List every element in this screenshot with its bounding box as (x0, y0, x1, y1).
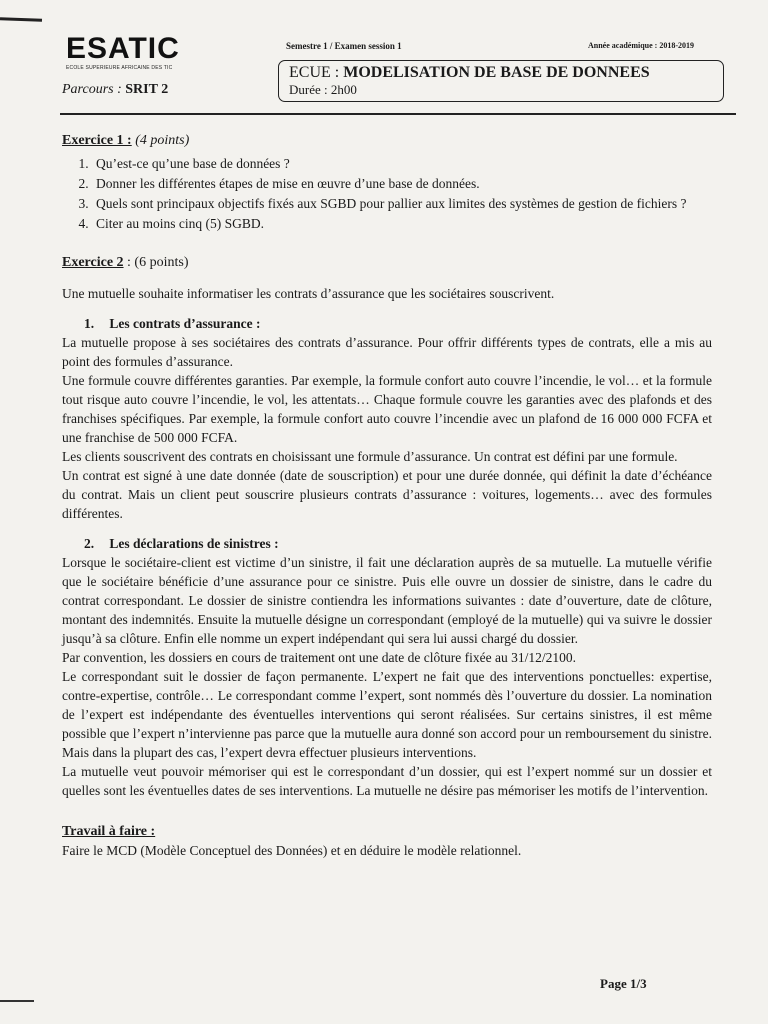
exercice2-title: Exercice 2 (62, 255, 124, 270)
question-item: 4. Citer au moins cinq (5) SGBD. (92, 214, 712, 233)
exercice1-title: Exercice 1 : (62, 133, 132, 148)
semestre-info: Semestre 1 / Examen session 1 (286, 41, 402, 51)
exercice2-points: : (6 points) (127, 255, 189, 270)
parcours (62, 82, 168, 98)
paragraph: Les clients souscrivent des contrats en choisissant une formule d’assurance. Un contrat est défini par une formule. (62, 449, 678, 464)
duree: Durée : 2h00 (289, 82, 357, 97)
header-divider (60, 113, 736, 115)
travail-title: Travail à faire : (62, 824, 156, 839)
exercice2-heading (62, 253, 712, 272)
section1-number: 1. (84, 316, 95, 331)
exercice1-points: (4 points) (135, 133, 190, 148)
paragraph: Une formule couvre différentes garanties. Par exemple, la formule confort auto couvre l’incendie, le vol… et la formule tout risque auto couvre l’incendie, le vol, les attentats… Chaque formule couvre les garanties avec des plafonds et des franchises spécifiques. Par exemple, la formule confort auto couvre l’incendie avec un plafond de 16 000 000 FCFA et une franchise de 500 000 FCFA. (62, 373, 712, 445)
paragraph: La mutuelle propose à ses sociétaires des contrats d’assurance. Pour offrir différents types de contrats, elle a mis au point des formules d’assurance. (62, 335, 712, 369)
annee-academique: Année académique : 2018-2019 (588, 41, 694, 50)
section1-title: Les contrats d’assurance : (109, 316, 261, 331)
scan-edge-mark (0, 17, 42, 21)
ecue-title: MODELISATION DE BASE DE DONNEES (343, 64, 650, 81)
exam-content (62, 131, 712, 860)
exercice1-heading (62, 131, 712, 150)
paragraph: Un contrat est signé à une date donnée (date de souscription) et pour une durée donnée, qui définit la date d’échéance du contrat. Mais un client peut souscrire plusieurs contrats d’assurance : voitures, logements… avec des formules différentes. (62, 468, 712, 521)
ecue-label: ECUE : (289, 64, 340, 81)
section2-heading (84, 534, 712, 553)
section1-heading (84, 314, 712, 333)
esatic-logo (66, 34, 186, 78)
logo-text: ESATIC (66, 32, 180, 65)
question-item: 2. Donner les différentes étapes de mise en œuvre d’une base de données. (92, 174, 712, 193)
parcours-label: Parcours : (62, 82, 122, 97)
exercice1-questions (62, 154, 712, 233)
paragraph: Le correspondant suit le dossier de façon permanente. L’expert ne fait que des interventions ponctuelles: expertise, contre-expertise, contrôle… Le correspondant comme l’expert, sont nommés dès l’ouverture du dossier. La nomination de l’expert est indépendante des éventuelles interventions qui seront réalisées. Sur certains sinistres, il est même possible que l’expert n’intervienne pas parce que la mutuelle aura donné son accord pour un remboursement du sinistre. Mais dans la plupart des cas, l’expert devra effectuer plusieurs interventions. (62, 669, 712, 760)
section2-title: Les déclarations de sinistres : (109, 536, 279, 551)
ecue-box (278, 60, 724, 102)
logo-subtext: ECOLE SUPERIEURE AFRICAINE DES TIC (66, 65, 173, 71)
paragraph: La mutuelle veut pouvoir mémoriser qui est le correspondant d’un dossier, qui est l’expert nommé sur un dossier et quelles sont les éventuelles dates de ses interventions. La mutuelle ne désire pas mémoriser les motifs de l’intervention. (62, 764, 712, 798)
question-item: 1. Qu’est-ce qu’une base de données ? (92, 154, 712, 173)
scan-edge-mark (0, 1000, 34, 1002)
parcours-value: SRIT 2 (125, 82, 169, 97)
section2-number: 2. (84, 536, 95, 551)
travail-text: Faire le MCD (Modèle Conceptuel des Données) et en déduire le modèle relationnel. (62, 843, 522, 858)
exercice2-intro: Une mutuelle souhaite informatiser les contrats d’assurance que les sociétaires souscrivent. (62, 286, 555, 301)
question-item: 3. Quels sont principaux objectifs fixés aux SGBD pour pallier aux limites des systèmes de gestion de fichiers ? (92, 194, 712, 213)
paragraph: Par convention, les dossiers en cours de traitement ont une date de clôture fixée au 31/12/2100. (62, 650, 576, 665)
paragraph: Lorsque le sociétaire-client est victime d’un sinistre, il fait une déclaration auprès de sa mutuelle. La mutuelle vérifie que le sociétaire bénéficie d’une assurance pour ce sinistre. Puis elle ouvre un dossier de sinistre, dans le cadre du contrat correspondant. Le dossier de sinistre contiendra les informations suivantes : date d’ouverture, date de clôture, montant des indemnités. Ensuite la mutuelle désigne un correspondant (employé de la mutuelle) qui va suivre le dossier jusqu’à sa clôture. Enfin elle nomme un expert indépendant qui sera lui aussi chargé du dossier. (62, 555, 712, 646)
page-number: Page 1/3 (600, 976, 647, 991)
